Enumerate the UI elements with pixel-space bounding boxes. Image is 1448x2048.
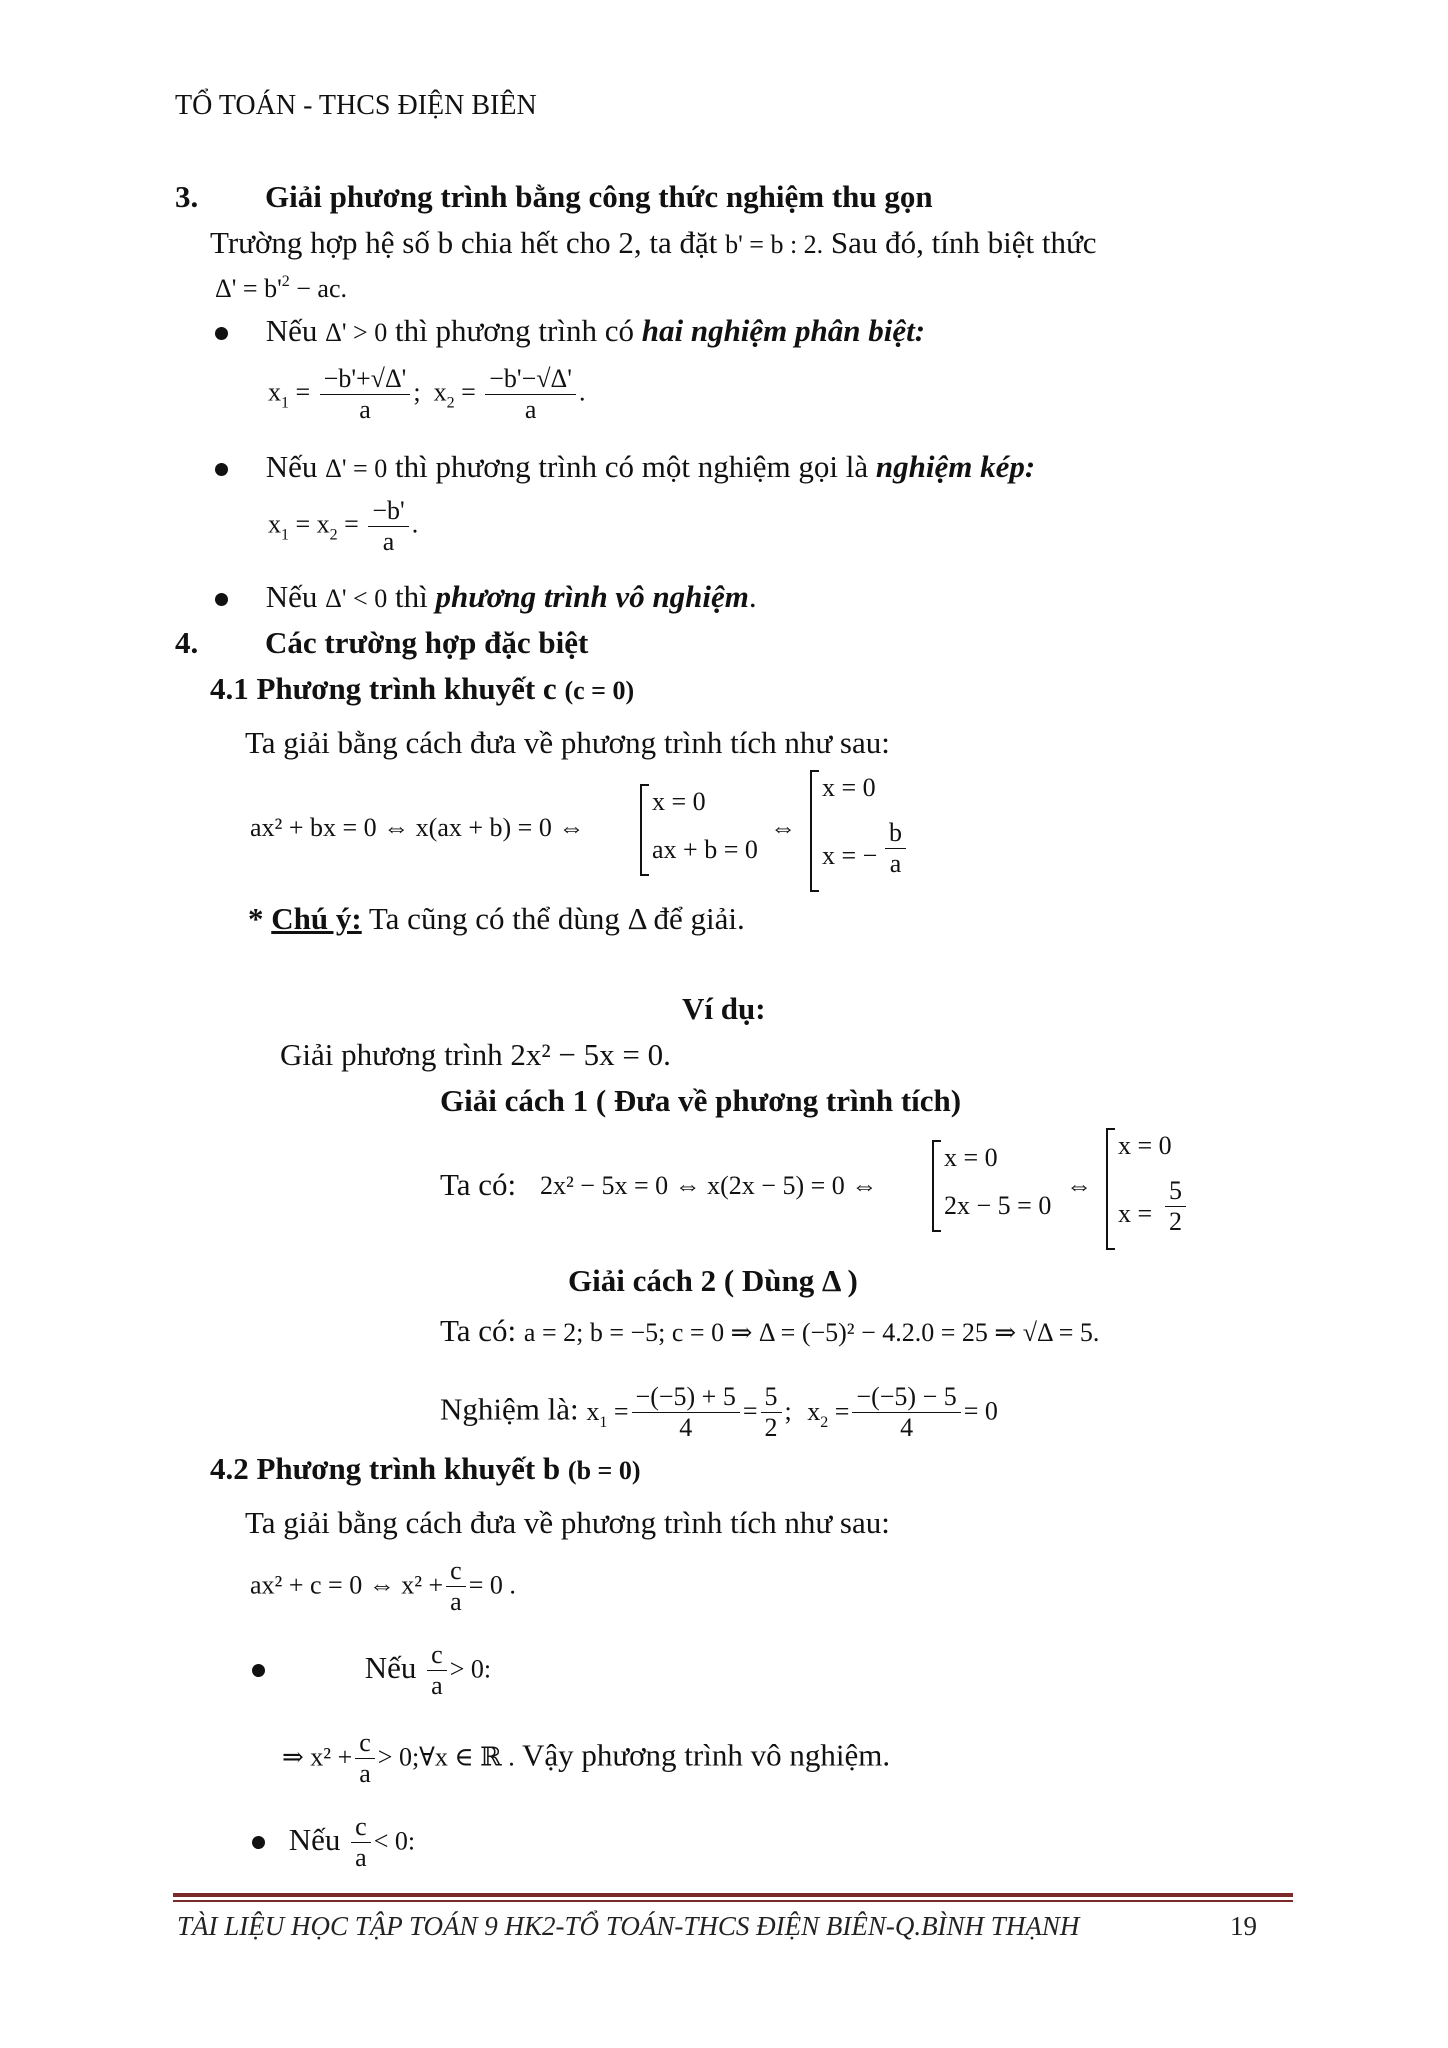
s42-impl-c: c bbox=[355, 1728, 375, 1759]
s41-title: 4.1 Phương trình khuyết c bbox=[210, 671, 557, 706]
case-3-cond: Δ' < 0 bbox=[325, 584, 388, 613]
x2-numerator: −b'−√Δ' bbox=[485, 364, 576, 395]
m1-num: 5 bbox=[1165, 1176, 1186, 1207]
method-2-line bbox=[440, 1312, 1099, 1351]
s42-case-2-tail: < 0: bbox=[373, 1826, 416, 1856]
note-line bbox=[248, 900, 745, 939]
s42-impl-b: > 0;∀x ∈ ℝ . bbox=[377, 1742, 515, 1772]
method-1-branch-4-fraction bbox=[1162, 1176, 1189, 1237]
method-2-lead: Ta có: bbox=[440, 1313, 517, 1348]
case-1-mid: thì phương trình có bbox=[394, 313, 634, 348]
method-2-equation: a = 2; b = −5; c = 0 ⇒ Δ = (−5)² − 4.2.0 = 25 ⇒ √Δ = 5. bbox=[523, 1318, 1100, 1347]
x1-fraction bbox=[320, 364, 411, 425]
bullet-icon bbox=[215, 327, 228, 340]
intro-text-b: Sau đó, tính biệt thức bbox=[830, 225, 1097, 260]
method-2-title: Giải cách 2 ( Dùng Δ ) bbox=[568, 1263, 858, 1298]
s41-branch-3: x = 0 bbox=[822, 773, 876, 802]
root-2-den: 4 bbox=[900, 1412, 914, 1442]
delta-def: Δ' = b' bbox=[215, 274, 282, 303]
s42-eq-b: = 0 . bbox=[468, 1570, 516, 1600]
section-3-number: 3. bbox=[175, 179, 199, 214]
double-root-numerator: −b' bbox=[368, 496, 408, 527]
m1-den: 2 bbox=[1169, 1206, 1182, 1236]
method-1-branch-2: 2x − 5 = 0 bbox=[944, 1191, 1052, 1220]
s41-branch-1: x = 0 bbox=[652, 787, 706, 816]
case-1-line bbox=[215, 312, 925, 351]
delta-def-exp: 2 bbox=[281, 273, 290, 290]
root-1-value bbox=[761, 1382, 782, 1443]
x2-fraction bbox=[485, 364, 576, 425]
roots-line: Nghiệm là: $x_1$ = $\frac{-(-5) + 5}{4}$ = $\frac{5}{2}$ ; $x_2$ = $\frac{-(-5) - 5}{4}$ = 0 bbox=[440, 1382, 998, 1442]
x1-symbol: x bbox=[268, 377, 281, 407]
bracket-2 bbox=[810, 770, 819, 892]
delta-prime-definition bbox=[215, 272, 347, 306]
x2-symbol: x bbox=[433, 377, 447, 407]
x1-denominator: a bbox=[359, 394, 371, 424]
case-2-pre: Nếu bbox=[265, 449, 318, 484]
case-1-formulas: $x_1$ = $\frac{-b'+√\Delta'}{a}$ ; $x_2$ = $\frac{-b'-√\Delta'}{a}$ . bbox=[268, 364, 586, 424]
case-3-mid: thì bbox=[394, 579, 428, 614]
root-1-val-num: 5 bbox=[761, 1382, 782, 1413]
case-1-emph: hai nghiệm phân biệt: bbox=[641, 313, 926, 348]
s42-case-1-a: a bbox=[431, 1670, 443, 1700]
case-3-pre: Nếu bbox=[265, 579, 318, 614]
s42-case-1-c: c bbox=[427, 1640, 447, 1671]
s41-branch-4: x = − bbox=[822, 841, 878, 870]
section-4-number: 4. bbox=[175, 625, 199, 660]
s42-case-2-pre: Nếu bbox=[288, 1821, 341, 1857]
x2-denominator: a bbox=[524, 394, 537, 424]
s42-case-1 bbox=[252, 1640, 491, 1701]
root-1-num: −(−5) + 5 bbox=[632, 1382, 740, 1413]
intro-math: b' = b : 2. bbox=[725, 230, 824, 259]
method-1-branch-3: x = 0 bbox=[1118, 1131, 1172, 1160]
note-text: Ta cũng có thể dùng Δ để giải. bbox=[368, 901, 745, 936]
root-2-num: −(−5) − 5 bbox=[852, 1382, 960, 1413]
s42-impl-text: Vậy phương trình vô nghiệm. bbox=[521, 1737, 891, 1773]
s42-case-2 bbox=[252, 1812, 415, 1873]
double-root-formula: $x_1 = x_2$ = $\frac{-b'}{a}$ . bbox=[268, 496, 419, 556]
footer-text: TÀI LIỆU HỌC TẬP TOÁN 9 HK2-TỔ TOÁN-THCS ĐIỆN BIÊN-Q.BÌNH THẠNH bbox=[177, 1911, 1080, 1941]
bullet-icon bbox=[215, 593, 228, 606]
method-1-branch-1: x = 0 bbox=[944, 1143, 998, 1172]
s42-c: c bbox=[446, 1556, 466, 1587]
s42-intro: Ta giải bằng cách đưa về phương trình tích như sau: bbox=[245, 1505, 890, 1540]
s42-title: 4.2 Phương trình khuyết b bbox=[210, 1451, 561, 1486]
root-1-val-den: 2 bbox=[764, 1412, 778, 1442]
s41-condition: (c = 0) bbox=[564, 676, 635, 705]
bullet-icon bbox=[252, 1836, 265, 1849]
method-1-lead: Ta có: bbox=[440, 1167, 517, 1202]
case-2-cond: Δ' = 0 bbox=[325, 454, 388, 483]
s42-condition: (b = 0) bbox=[567, 1456, 641, 1485]
s41-equation: ax² + bx = 0 ⇔ x(ax + b) = 0 ⇔ bbox=[250, 813, 585, 842]
bullet-icon bbox=[215, 463, 228, 476]
page-number: 19 bbox=[1230, 1911, 1257, 1941]
equivalence-sign: ⇔ bbox=[770, 813, 796, 842]
root-2-fraction bbox=[852, 1382, 960, 1443]
s41-branch-4-fraction bbox=[882, 818, 909, 879]
delta-def-tail: − ac. bbox=[296, 274, 348, 303]
example-title: Ví dụ: bbox=[682, 991, 766, 1026]
root-1-fraction bbox=[632, 1382, 740, 1443]
s42-a: a bbox=[450, 1586, 462, 1616]
s42-case-1-pre: Nếu bbox=[364, 1649, 417, 1685]
s42-case-1-tail: > 0: bbox=[449, 1654, 492, 1684]
section-3-title: Giải phương trình bằng công thức nghiệm thu gọn bbox=[265, 179, 933, 214]
case-3-emph: phương trình vô nghiệm bbox=[435, 579, 749, 614]
s42-impl-a-den: a bbox=[359, 1758, 371, 1788]
section-4-title: Các trường hợp đặc biệt bbox=[265, 625, 589, 660]
section-3-intro bbox=[210, 224, 1097, 263]
s42-equation bbox=[250, 1556, 516, 1617]
double-root-denominator: a bbox=[382, 526, 395, 556]
footer-rule-thick bbox=[173, 1893, 1293, 1897]
case-2-mid: thì phương trình có một nghiệm gọi là bbox=[394, 449, 869, 484]
double-root-fraction bbox=[368, 496, 408, 557]
method-1-branch-4: x = bbox=[1118, 1199, 1153, 1228]
note-star: * bbox=[248, 901, 264, 936]
method-1-equation: 2x² − 5x = 0 ⇔ x(2x − 5) = 0 ⇔ bbox=[540, 1171, 878, 1200]
case-1-pre: Nếu bbox=[265, 313, 318, 348]
note-label: Chú ý: bbox=[271, 901, 362, 936]
s42-eq-a: ax² + c = 0 ⇔ x² + bbox=[250, 1570, 444, 1600]
s41-branch-2: ax + b = 0 bbox=[652, 835, 758, 864]
roots-lead: Nghiệm là: bbox=[440, 1391, 579, 1427]
s42-implication bbox=[282, 1728, 890, 1789]
bracket-3 bbox=[932, 1140, 941, 1232]
page-header: TỔ TOÁN - THCS ĐIỆN BIÊN bbox=[175, 90, 537, 121]
bracket-4 bbox=[1106, 1128, 1115, 1250]
s41-intro: Ta giải bằng cách đưa về phương trình tích như sau: bbox=[245, 725, 890, 760]
bullet-icon bbox=[252, 1664, 265, 1677]
case-2-line bbox=[215, 448, 1035, 487]
root-1-den: 4 bbox=[679, 1412, 693, 1442]
s41-b-den: a bbox=[889, 848, 902, 878]
case-2-emph: nghiệm kép: bbox=[875, 449, 1036, 484]
intro-text-a: Trường hợp hệ số b chia hết cho 2, ta đặt bbox=[210, 225, 718, 260]
x1-numerator: −b'+√Δ' bbox=[320, 364, 411, 395]
case-3-line: Nếu Δ' < 0 thì phương trình vô nghiệm. bbox=[215, 578, 757, 617]
s42-case-2-c: c bbox=[351, 1812, 371, 1843]
example-problem: Giải phương trình 2x² − 5x = 0. bbox=[280, 1037, 671, 1072]
bracket-1 bbox=[640, 784, 649, 876]
s42-impl-a: ⇒ x² + bbox=[282, 1742, 353, 1772]
s41-b-num: b bbox=[885, 818, 906, 849]
s42-case-2-a: a bbox=[355, 1842, 367, 1872]
footer-rule-thin bbox=[173, 1900, 1293, 1902]
root-2-value: = 0 bbox=[963, 1396, 998, 1426]
method-1-title: Giải cách 1 ( Đưa về phương trình tích) bbox=[440, 1083, 962, 1118]
case-1-cond: Δ' > 0 bbox=[325, 318, 388, 347]
subsection-4-2-title bbox=[210, 1450, 641, 1489]
subsection-4-1-title bbox=[210, 670, 634, 709]
equivalence-sign: ⇔ bbox=[1066, 1171, 1092, 1200]
